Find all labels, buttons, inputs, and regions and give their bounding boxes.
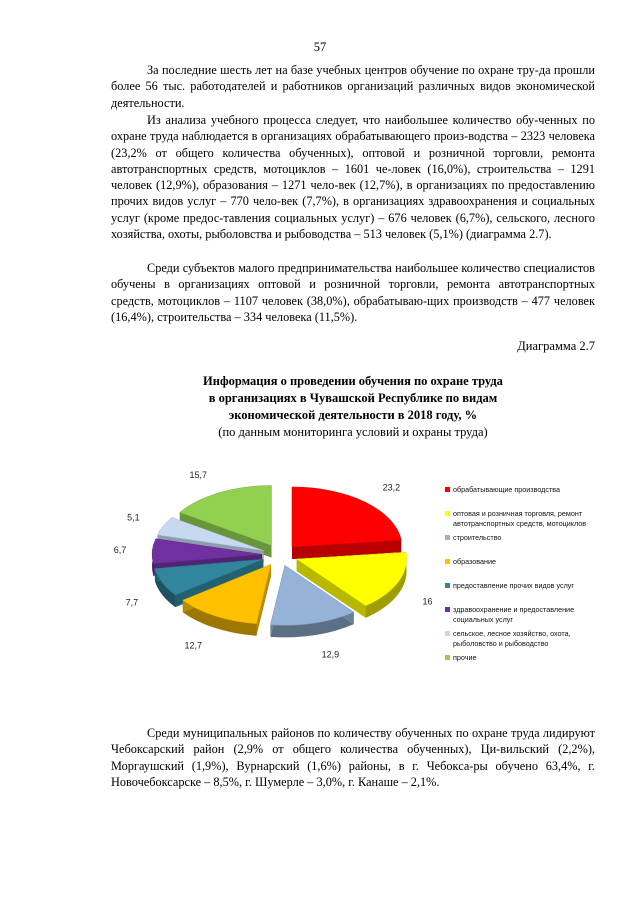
- legend-label: автотранспортных средств, мотоциклов: [453, 519, 587, 528]
- paragraph-2: Из анализа учебного процесса следует, что наибольшее количество обу-ченных по охране труда наблюдается в организациях обрабатывающего произ-водства – 2323 человека (23,2% от общего количества обученных), оптовой и розничной торговли, ремонта автотранспортных средств, мотоциклов – 1601 че-ловек (16,0%), строительства – 1291 человек (12,9%), образования – 1271 чело-век (12,7%), в организациях по предоставлению прочих видов услуг – 770 чело-век (7,7%), в организациях здравоохранения и социальных услуг (кроме предос-тавления социальных услуг) – 676 человек (6,7%), сельского, лесного хозяйства, охоты, рыболовства и рыбоводства – 513 человек (5,1%) (диаграмма 2.7).: [111, 113, 595, 242]
- legend-label: образование: [453, 557, 496, 566]
- slice-label-5: 7,7: [125, 597, 139, 608]
- legend-label: рыболовство и рыбоводство: [453, 639, 549, 648]
- legend-swatch: [445, 631, 450, 636]
- legend-item-1: [445, 485, 560, 494]
- legend-label: здравоохранение и предоставление: [453, 605, 575, 614]
- legend-swatch: [445, 487, 450, 492]
- legend-label: обрабатывающие производства: [453, 485, 560, 494]
- caption-line-2: в организациях в Чувашской Республике по видам: [208, 391, 498, 405]
- pie-chart: [100, 460, 620, 685]
- slice-label-4: 12,7: [184, 640, 203, 651]
- legend-label: оптовая и розничная торговля, ремонт: [453, 509, 583, 518]
- legend-item-5: [445, 581, 574, 590]
- slice-label-3: 12,9: [321, 649, 340, 660]
- slice-label-6: 6,7: [113, 545, 127, 556]
- legend-swatch: [445, 607, 450, 612]
- legend-swatch: [445, 535, 450, 540]
- diagram-label: Диаграмма 2.7: [517, 339, 595, 353]
- slice-label-7: 5,1: [127, 512, 140, 523]
- legend-label: социальных услуг: [453, 615, 513, 624]
- page-number: 57: [313, 40, 327, 54]
- legend-item-8: [445, 653, 477, 662]
- slice-label-2: 16: [422, 596, 433, 607]
- legend-label: сельское, лесное хозяйство, охота,: [453, 629, 571, 638]
- caption-line-4: (по данным мониторинга условий и охраны труда): [218, 425, 488, 439]
- paragraph-3: Среди субъектов малого предпринимательства наибольшее количество специалистов обучены в организациях оптовой и розничной торговли, ремонта автотранспортных средств, мотоциклов – 1107 человек (38,0%), обрабатываю-щих производств – 477 человек (16,4%), строительства – 334 человека (11,5%).: [111, 261, 595, 324]
- legend-item-6: [445, 605, 574, 624]
- legend-swatch: [445, 655, 450, 660]
- paragraph-4: Среди муниципальных районов по количеству обученных по охране труда лидируют Чебоксарский район (2,9% от общего количества обученных), Ци-вильский (2,2%), Моргаушский (1,9%), Вурнарский (1,6%) районы, в г. Чебокса-ры обучено 63,4%, г. Новочебоксарске – 8,5%, г. Шумерле – 3,0%, г. Канаше – 2,1%.: [111, 726, 595, 789]
- legend-item-7: [445, 629, 571, 648]
- caption-line-3: экономической деятельности в 2018 году, %: [228, 408, 478, 422]
- legend-swatch: [445, 559, 450, 564]
- legend-label: прочие: [453, 653, 477, 662]
- slice-label-8: 15,7: [189, 470, 208, 481]
- legend-label: строительство: [453, 533, 502, 542]
- legend-swatch: [445, 511, 450, 516]
- legend-item-3: [445, 533, 501, 542]
- legend-item-4: [445, 557, 496, 566]
- legend-item-2: [445, 509, 586, 528]
- caption-line-1: Информация о проведении обучения по охране труда: [203, 374, 503, 388]
- legend-label: предоставление прочих видов услуг: [453, 581, 574, 590]
- pie-slice-1: [292, 487, 401, 559]
- slice-label-1: 23,2: [382, 482, 401, 493]
- paragraph-1: За последние шесть лет на базе учебных центров обучение по охране тру-да прошли более 56 тыс. работодателей и работников организаций различных видов экономической деятельности.: [111, 63, 595, 110]
- legend-swatch: [445, 583, 450, 588]
- chart-caption: [111, 373, 595, 441]
